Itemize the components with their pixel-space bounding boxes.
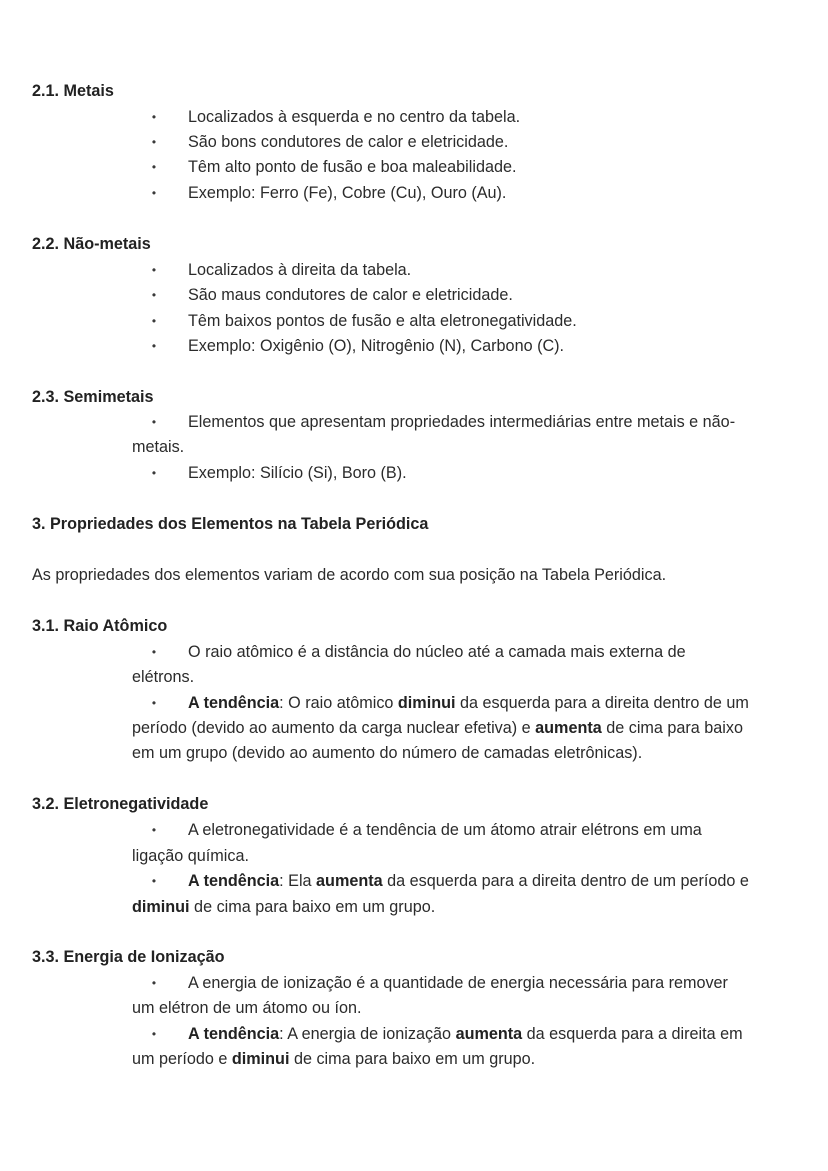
list-item: O raio atômico é a distância do núcleo até a camada mais externa de xyxy=(188,643,686,661)
list-item: Exemplo: Silício (Si), Boro (B). xyxy=(188,464,407,482)
bullet-icon: • xyxy=(151,339,157,353)
bullet-icon: • xyxy=(151,1027,157,1041)
list-item: Têm baixos pontos de fusão e alta eletronegatividade. xyxy=(188,312,577,330)
bullet-icon: • xyxy=(151,415,157,429)
list-item: São maus condutores de calor e eletricidade. xyxy=(188,286,513,304)
text-run: da esquerda para a direita dentro de um xyxy=(455,694,749,712)
text-run: : O raio atômico xyxy=(279,694,398,712)
bullet-icon: • xyxy=(151,645,157,659)
bold-word: aumenta xyxy=(535,719,602,737)
bullet-icon: • xyxy=(151,110,157,124)
bullet-icon: • xyxy=(151,135,157,149)
bold-word: aumenta xyxy=(316,872,383,890)
section-2-3-title: 2.3. Semimetais xyxy=(32,388,154,406)
section-2-2-title: 2.2. Não-metais xyxy=(32,235,151,253)
trend-label: A tendência xyxy=(188,1025,280,1043)
section-3-2-title: 3.2. Eletronegatividade xyxy=(32,795,209,813)
list-item-trend xyxy=(188,871,749,891)
bold-word: diminui xyxy=(132,898,190,916)
bullet-icon: • xyxy=(151,466,157,480)
bullet-icon: • xyxy=(151,976,157,990)
list-item: Elementos que apresentam propriedades intermediárias entre metais e não- xyxy=(188,413,736,431)
text-run: de cima para baixo em um grupo. xyxy=(189,898,436,916)
list-item: Localizados à esquerda e no centro da tabela. xyxy=(188,108,521,126)
bold-word: diminui xyxy=(397,694,456,712)
list-item: Localizados à direita da tabela. xyxy=(188,261,412,279)
section-3-intro: As propriedades dos elementos variam de acordo com sua posição na Tabela Periódica. xyxy=(32,566,667,584)
text-run: da esquerda para a direita dentro de um período e xyxy=(382,872,749,890)
text-run: período (devido ao aumento da carga nuclear efetiva) e xyxy=(132,719,536,737)
bullet-icon: • xyxy=(151,263,157,277)
section-3-title: 3. Propriedades dos Elementos na Tabela Periódica xyxy=(32,515,429,533)
bullet-icon: • xyxy=(151,186,157,200)
list-item: Têm alto ponto de fusão e boa maleabilidade. xyxy=(188,158,517,176)
bullet-icon: • xyxy=(151,823,157,837)
list-item-continuation xyxy=(132,897,435,917)
list-item-continuation: elétrons. xyxy=(132,668,195,686)
list-item-continuation xyxy=(132,1049,535,1069)
list-item-continuation: um elétron de um átomo ou íon. xyxy=(132,999,362,1017)
list-item-continuation: ligação química. xyxy=(132,847,249,865)
section-2-1-title: 2.1. Metais xyxy=(32,82,114,100)
list-item: Exemplo: Oxigênio (O), Nitrogênio (N), Carbono (C). xyxy=(188,337,565,355)
list-item: A energia de ionização é a quantidade de energia necessária para remover xyxy=(188,974,728,992)
list-item-continuation xyxy=(132,718,743,738)
trend-label: A tendência xyxy=(188,694,280,712)
list-item-continuation: em um grupo (devido ao aumento do número de camadas eletrônicas). xyxy=(132,744,643,762)
bullet-icon: • xyxy=(151,160,157,174)
bullet-icon: • xyxy=(151,314,157,328)
text-run: : A energia de ionização xyxy=(279,1025,456,1043)
text-run: um período e xyxy=(132,1050,232,1068)
list-item: Exemplo: Ferro (Fe), Cobre (Cu), Ouro (Au). xyxy=(188,184,507,202)
section-3-1-title: 3.1. Raio Atômico xyxy=(32,617,168,635)
bold-word: diminui xyxy=(231,1050,290,1068)
list-item-continuation: metais. xyxy=(132,438,185,456)
text-run: : Ela xyxy=(279,872,317,890)
list-item-trend xyxy=(188,1024,743,1044)
bullet-icon: • xyxy=(151,696,157,710)
trend-label: A tendência xyxy=(188,872,280,890)
list-item: A eletronegatividade é a tendência de um átomo atrair elétrons em uma xyxy=(188,821,702,839)
bold-word: aumenta xyxy=(455,1025,523,1043)
section-3-3-title: 3.3. Energia de Ionização xyxy=(32,948,225,966)
text-run: de cima para baixo em um grupo. xyxy=(289,1050,536,1068)
text-run: da esquerda para a direita em xyxy=(522,1025,743,1043)
bullet-icon: • xyxy=(151,288,157,302)
list-item: São bons condutores de calor e eletricidade. xyxy=(188,133,509,151)
text-run: de cima para baixo xyxy=(601,719,744,737)
bullet-icon: • xyxy=(151,874,157,888)
list-item-trend xyxy=(188,693,749,713)
